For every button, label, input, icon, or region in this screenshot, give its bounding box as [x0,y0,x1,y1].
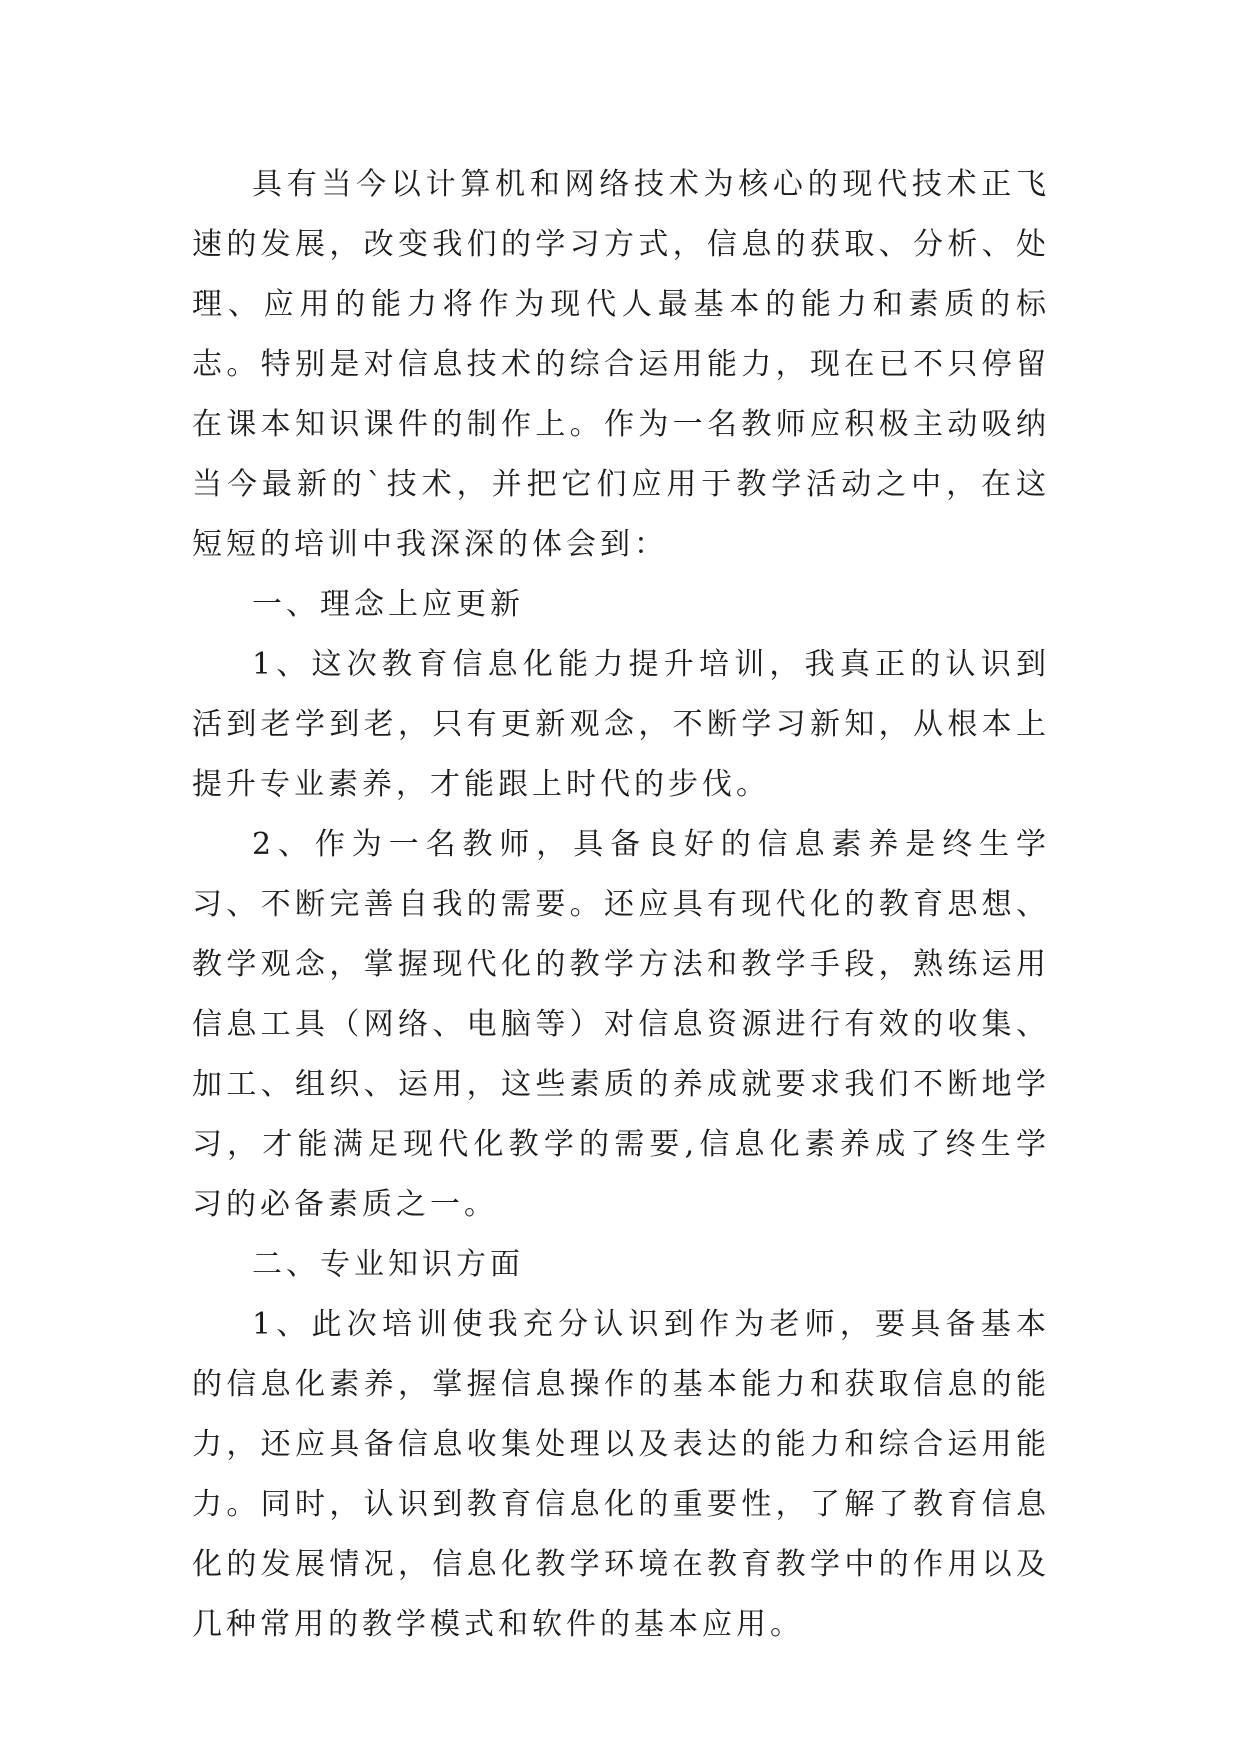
document-body [192,155,1050,1655]
paragraph-2-1: 1、此次培训使我充分认识到作为老师，要具备基本的信息化素养，掌握信息操作的基本能力和获取信息的能力，还应具备信息收集处理以及表达的能力和综合运用能力。同时，认识到教育信息化的重要性，了解了教育信息化的发展情况，信息化教学环境在教育教学中的作用以及几种常用的教学模式和软件的基本应用。 [192,1307,1050,1642]
paragraph-1-1: 1、这次教育信息化能力提升培训，我真正的认识到活到老学到老，只有更新观念，不断学习新知，从根本上提升专业素养，才能跟上时代的步伐。 [192,647,1050,802]
section-heading-1: 一、理念上应更新 [252,587,524,622]
section-heading-2: 二、专业知识方面 [252,1247,524,1282]
paragraph-1-2: 2、作为一名教师，具备良好的信息素养是终生学习、不断完善自我的需要。还应具有现代化的教育思想、教学观念，掌握现代化的教学方法和教学手段，熟练运用信息工具（网络、电脑等）对信息资源进行有效的收集、加工、组织、运用，这些素质的养成就要求我们不断地学习，才能满足现代化教学的需要,信息化素养成了终生学习的必备素质之一。 [192,827,1050,1222]
paragraph-intro: 具有当今以计算机和网络技术为核心的现代技术正飞速的发展，改变我们的学习方式，信息的获取、分析、处理、应用的能力将作为现代人最基本的能力和素质的标志。特别是对信息技术的综合运用能力，现在已不只停留在课本知识课件的制作上。作为一名教师应积极主动吸纳当今最新的`技术，并把它们应用于教学活动之中，在这短短的培训中我深深的体会到： [192,167,1050,562]
